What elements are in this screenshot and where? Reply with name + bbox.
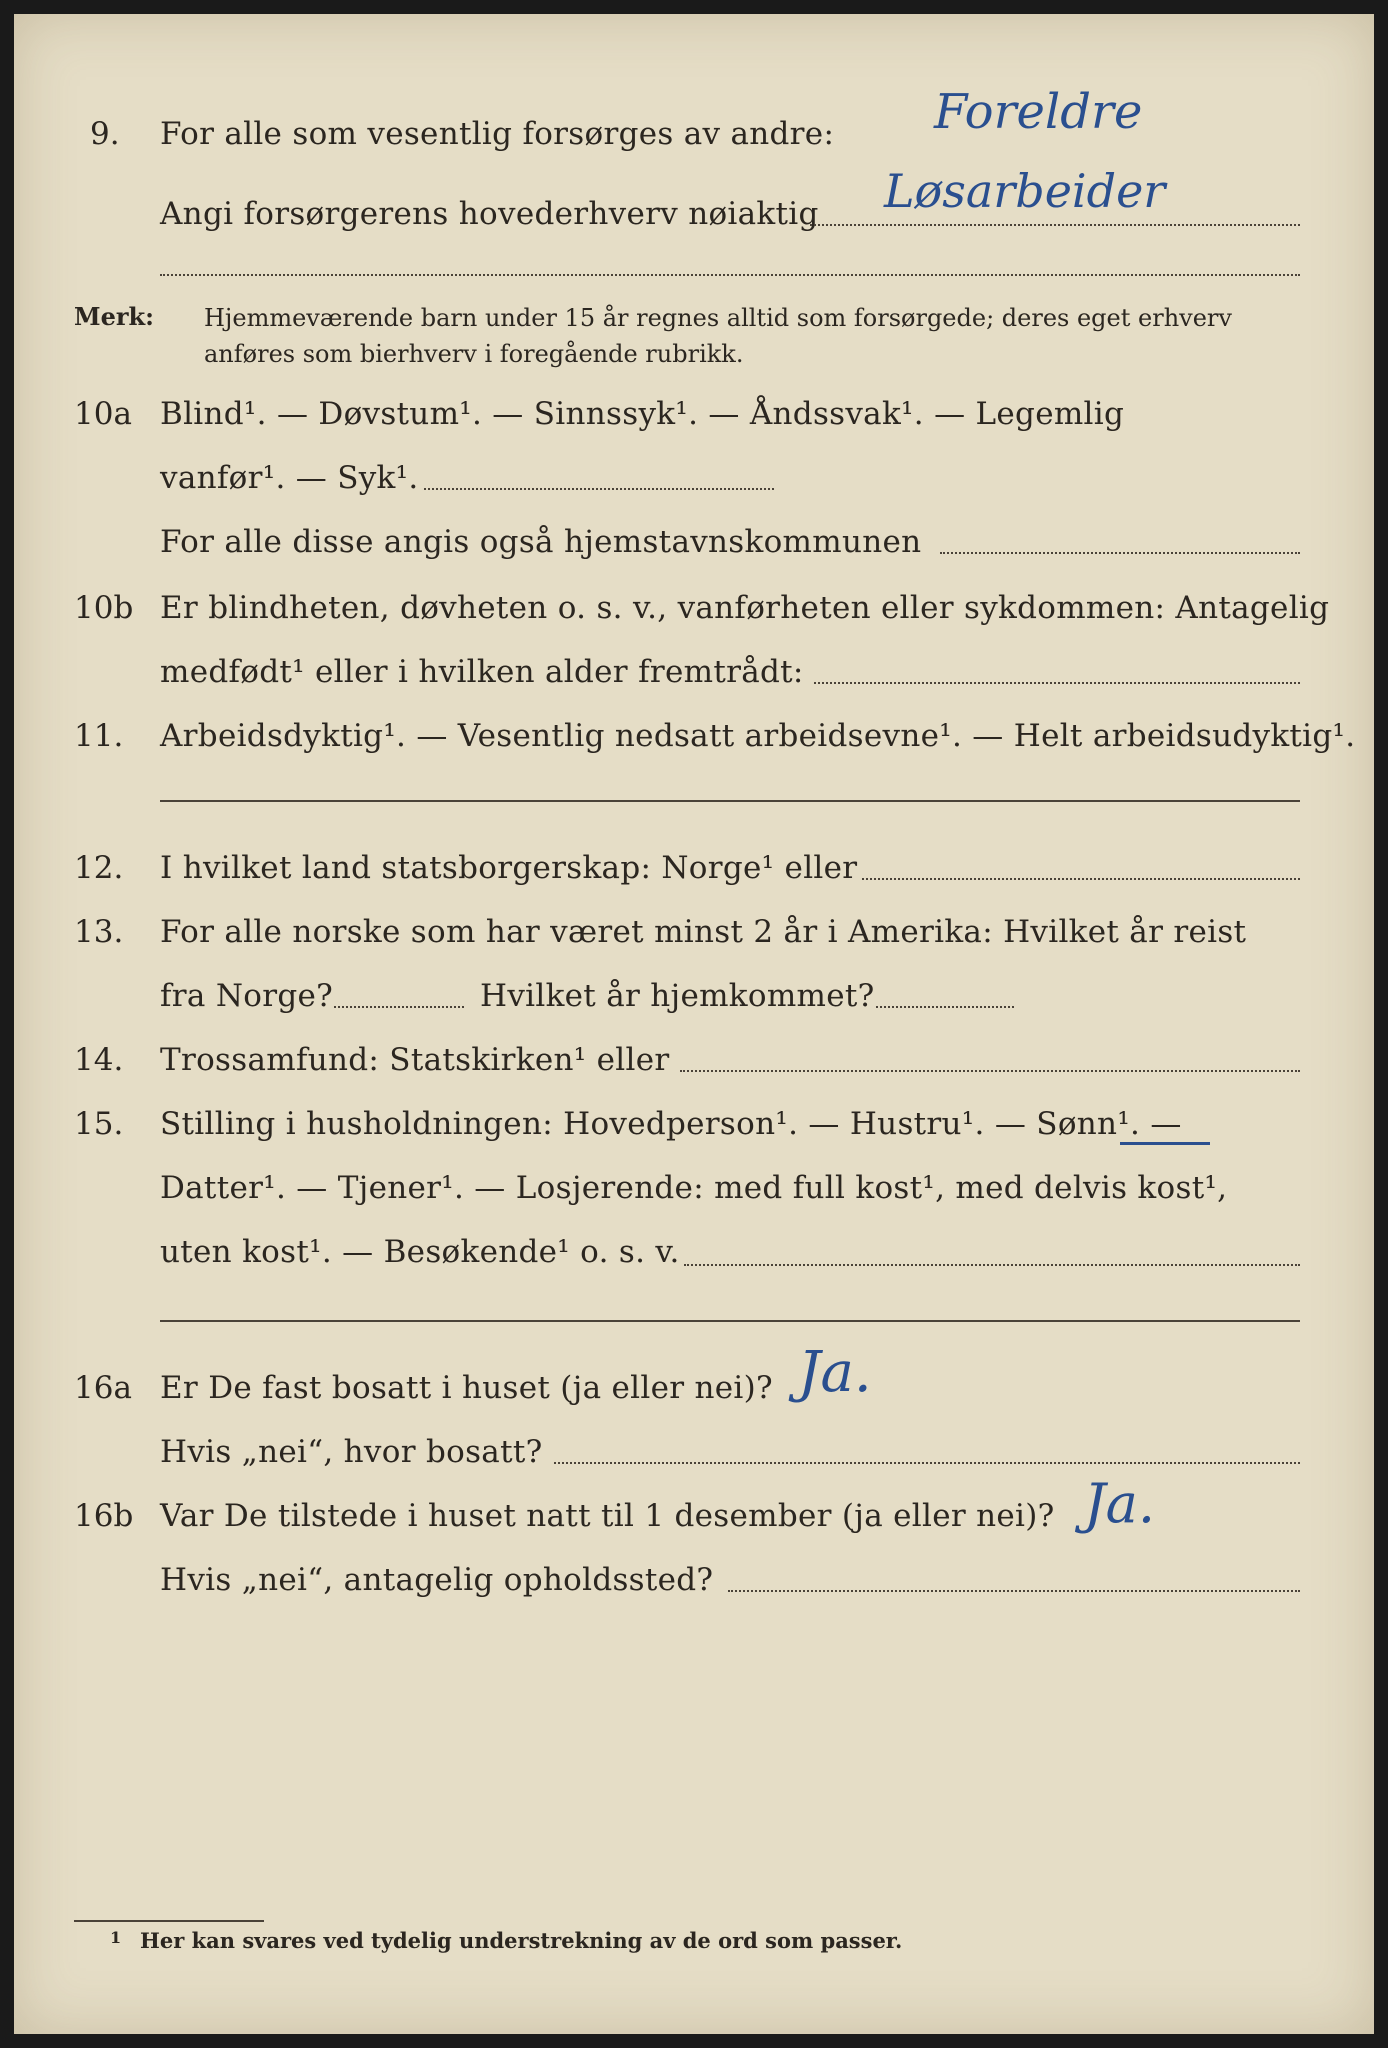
q16b-number: 16b: [74, 1498, 134, 1534]
q10b-alder-field: [814, 682, 1300, 684]
q9-answer-handwritten: Foreldre: [934, 84, 1143, 140]
q16b-line2: Hvis „nei“, antagelig opholdssted?: [160, 1562, 714, 1598]
merk-line2: anføres som bierhverv i foregående rubrikk.: [204, 340, 744, 368]
q13-line2-right: Hvilket år hjemkommet?: [480, 978, 875, 1014]
q16a-line2: Hvis „nei“, hvor bosatt?: [160, 1434, 543, 1470]
q16b-answer-handwritten: Ja.: [1084, 1472, 1156, 1535]
q13-number: 13.: [74, 914, 124, 950]
q16a-number: 16a: [74, 1370, 132, 1406]
q16b-line1: Var De tilstede i huset natt til 1 desember (ja eller nei)?: [160, 1498, 1055, 1534]
q9-line2: Angi forsørgerens hovederhverv nøiaktig: [160, 196, 819, 232]
q16a-line1: Er De fast bosatt i huset (ja eller nei)?: [160, 1370, 773, 1406]
q9-extra-field: [160, 274, 1300, 276]
q9-answer-field: [810, 224, 1300, 226]
q16b-opholdssted-field: [728, 1590, 1300, 1592]
q13-line1: For alle norske som har været minst 2 år i Amerika: Hvilket år reist: [160, 914, 1247, 950]
q15-number: 15.: [74, 1106, 124, 1142]
q10a-syk-field: [424, 488, 774, 490]
q12-land-field: [862, 878, 1300, 880]
q16a-answer-handwritten: Ja.: [798, 1340, 872, 1405]
q15-divider: [160, 1320, 1300, 1322]
q13-reist-field: [334, 1006, 464, 1008]
q10b-line1: Er blindheten, døvheten o. s. v., vanførheten eller sykdommen: Antagelig: [160, 590, 1330, 626]
q9-number: 9.: [90, 116, 120, 152]
q15-sonn-underline: [1120, 1142, 1210, 1145]
q14-trossamfund-field: [680, 1070, 1300, 1072]
footnote-text: Her kan svares ved tydelig understrekning av de ord som passer.: [140, 1928, 903, 1953]
q9-line1: For alle som vesentlig forsørges av andre:: [160, 116, 835, 152]
q9-occupation-handwritten: Løsarbeider: [884, 164, 1166, 218]
q15-field: [684, 1264, 1300, 1266]
q10a-line3: For alle disse angis også hjemstavnskommunen: [160, 524, 922, 560]
q10a-line2: vanfør¹. — Syk¹.: [160, 460, 419, 496]
footnote-rule: [74, 1920, 264, 1922]
q11-divider: [160, 800, 1300, 802]
footnote-mark: 1: [110, 1928, 122, 1947]
q10a-kommune-field: [940, 552, 1300, 554]
q10a-line1: Blind¹. — Døvstum¹. — Sinnssyk¹. — Åndssvak¹. — Legemlig: [160, 396, 1125, 432]
q15-line2: Datter¹. — Tjener¹. — Losjerende: med full kost¹, med delvis kost¹,: [160, 1170, 1228, 1206]
q14-line1: Trossamfund: Statskirken¹ eller: [160, 1042, 670, 1078]
census-form-page: [14, 14, 1374, 2034]
q13-line2-left: fra Norge?: [160, 978, 334, 1014]
q14-number: 14.: [74, 1042, 124, 1078]
q12-number: 12.: [74, 850, 124, 886]
q11-number: 11.: [74, 718, 124, 754]
q15-line3: uten kost¹. — Besøkende¹ o. s. v.: [160, 1234, 680, 1270]
merk-label: Merk:: [74, 302, 154, 331]
q10b-line2: medfødt¹ eller i hvilken alder fremtrådt:: [160, 654, 804, 690]
q12-line1: I hvilket land statsborgerskap: Norge¹ eller: [160, 850, 858, 886]
q15-line1: Stilling i husholdningen: Hovedperson¹. — Hustru¹. — Sønn¹. —: [160, 1106, 1182, 1142]
merk-line1: Hjemmeværende barn under 15 år regnes alltid som forsørgede; deres eget erhverv: [204, 304, 1232, 332]
q10a-number: 10a: [74, 396, 132, 432]
q16a-bosatt-field: [554, 1462, 1300, 1464]
q13-hjemkommet-field: [876, 1006, 1014, 1008]
q11-line1: Arbeidsdyktig¹. — Vesentlig nedsatt arbeidsevne¹. — Helt arbeidsudyktig¹.: [160, 718, 1356, 754]
q10b-number: 10b: [74, 590, 134, 626]
